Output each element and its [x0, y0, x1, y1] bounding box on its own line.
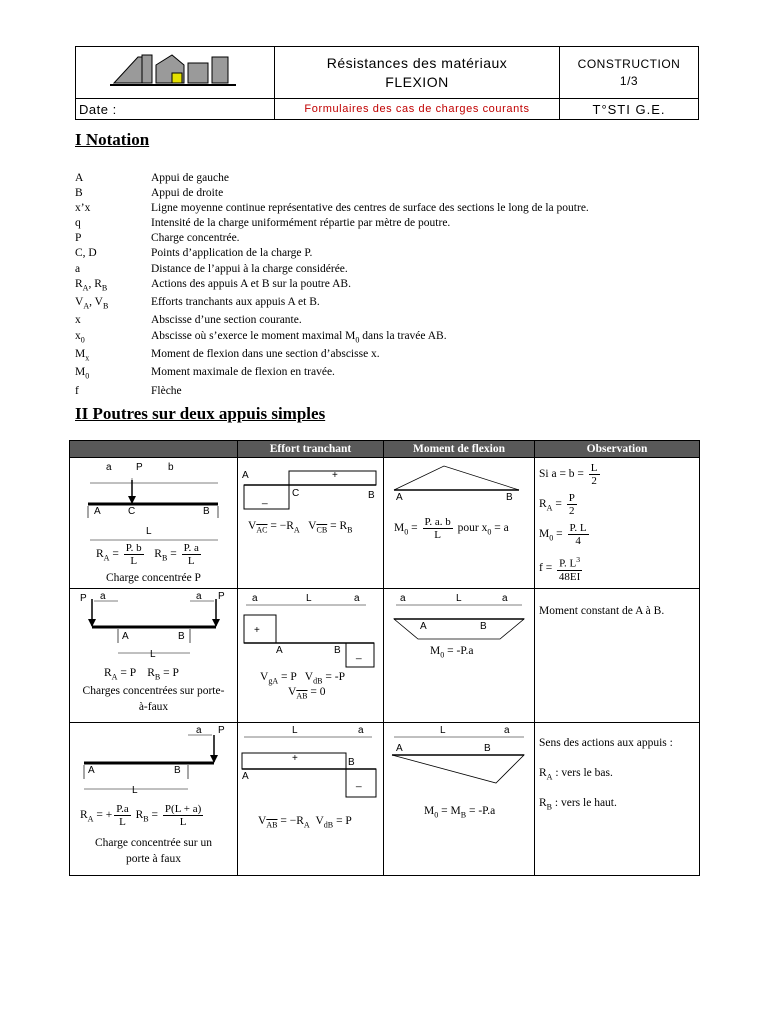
- section2-title: II Poutres sur deux appuis simples: [75, 404, 326, 423]
- notation-symbol: A: [75, 172, 84, 184]
- title-line2: FLEXION: [385, 73, 449, 90]
- col-header-case: [70, 441, 238, 458]
- notation-symbol: a: [75, 262, 81, 275]
- row3-shear-cell: L a + B A _ $V_{\overline{AB}} = -R_A$ $V_{dB} = P$: [238, 723, 384, 876]
- notation-desc: Ligne moyenne continue représentative des centres de surface des sections le long de la poutre.: [151, 202, 589, 215]
- notation-symbol: P: [75, 232, 82, 245]
- row2-m0: $M_0 = -P.a$: [430, 645, 474, 660]
- notation-desc: Appui de droite: [151, 187, 224, 200]
- construction-label: CONSTRUCTION: [577, 56, 681, 71]
- notation-symbol: $x_0$: [75, 329, 85, 344]
- notation-desc: Charge concentrée.: [151, 232, 240, 245]
- notation-desc: Abscisse où s’exerce le moment maximal $M_0$ dans la travée AB.: [151, 329, 447, 344]
- col-header-shear: Effort tranchant: [238, 441, 384, 458]
- logo-cell: [76, 47, 275, 99]
- construction-cell: [560, 47, 699, 99]
- row2-shear-cell: a L a + A B _ $V_{gA} = P$ $V_{dB} = -P$ $V_{\overline{AB}} = 0$: [238, 589, 384, 723]
- notation-symbol: x: [75, 314, 81, 327]
- notation-symbol: x’x: [75, 202, 91, 215]
- row3-obs-3: $R_B$ : vers le haut.: [539, 797, 617, 812]
- date-label: Date :: [76, 99, 275, 120]
- notation-row: [75, 313, 589, 328]
- title-cell: [275, 47, 560, 99]
- notation-symbol: $R_A$, $R_B$: [75, 277, 108, 292]
- row1-caption: Charge concentrée P: [106, 572, 201, 584]
- beam-table: [69, 440, 700, 876]
- notation-row: [75, 246, 589, 261]
- title-line1: Résistances des matériaux: [326, 54, 508, 71]
- row1-beam-diagram: [70, 458, 237, 588]
- notation-row: [75, 201, 589, 216]
- notation-desc: Points d’application de la charge P.: [151, 247, 313, 260]
- row3-obs-2: $R_A$ : vers le bas.: [539, 767, 613, 782]
- row2-caption-2: à-faux: [138, 701, 169, 713]
- notation-row: [75, 329, 589, 347]
- notation-desc: Moment de flexion dans une section d’abscisse x.: [151, 347, 380, 360]
- row1-observation-cell: Si a = b = $\frac{L}{2}$ $R_A$ = $\frac{P}{2}$ $M_0$ = $\frac{P. L}{4}$ f = $\frac{P. L^3}{48EI}$: [535, 458, 700, 589]
- notation-desc: Distance de l’appui à la charge considérée.: [151, 262, 348, 275]
- row1-pour: pour $x_0 = a$: [457, 522, 509, 537]
- notation-row: [75, 295, 589, 313]
- row3-caption-1: Charge concentrée sur un: [95, 837, 212, 849]
- notation-row: [75, 365, 589, 383]
- row2-caption-1: Charges concentrées sur porte-: [82, 685, 225, 697]
- row2-observation-cell: [535, 589, 700, 723]
- notation-row: [75, 216, 589, 231]
- notation-desc: Intensité de la charge uniformément répartie par mètre de poutre.: [151, 217, 451, 230]
- notation-symbol: $V_A$, $V_B$: [75, 296, 109, 311]
- notation-symbol: C, D: [75, 247, 97, 260]
- notation-row: [75, 277, 589, 295]
- row1-shear-cell: A + C _ B $V_{\overline{AC}} = -R_A$ $V_{\overline{CB}} = R_B$: [238, 458, 384, 589]
- header-table: [75, 46, 699, 120]
- row2-moment-cell: a L a A B $M_0 = -P.a$: [384, 589, 535, 723]
- row3-shear-diagram: [238, 723, 383, 875]
- notation-symbol: B: [75, 187, 83, 200]
- row2-beam-cell: P a a P A B L $R_A = P$ $R_B = P$ Charges concentrées sur porte- à-faux: [70, 589, 238, 723]
- row3-caption-2: porte à faux: [126, 853, 181, 865]
- col-header-moment: Moment de flexion: [384, 441, 535, 458]
- section1-title: I Notation: [75, 130, 150, 149]
- notation-desc: Efforts tranchants aux appuis A et B.: [151, 296, 320, 309]
- class-label: T°STI G.E.: [560, 99, 699, 120]
- notation-desc: Actions des appuis A et B sur la poutre AB.: [151, 277, 351, 290]
- notation-desc: Flèche: [151, 384, 182, 397]
- row2-ra: $R_A = P$: [104, 667, 136, 682]
- notation-row: [75, 347, 589, 365]
- row1-beam-cell: a P b A C B L $R_A$ = $\frac{P. b}{L}$ $R_B$ = $\frac{P. a}{L}$ Charge concentrée P: [70, 458, 238, 589]
- notation-row: [75, 262, 589, 277]
- notation-symbol: q: [75, 217, 81, 230]
- notation-symbol: $M_x$: [75, 347, 90, 363]
- notation-row: [75, 171, 589, 186]
- row1-moment-cell: A B $M_0$ = $\frac{P. a. b}{L}$ pour $x_0 = a$: [384, 458, 535, 589]
- row3-observation-cell: [535, 723, 700, 876]
- row3-moment-cell: L a A B $M_0 = M_B = -P.a$: [384, 723, 535, 876]
- row2-rb: $R_B = P$: [147, 667, 179, 682]
- notation-symbol: $M_0$: [75, 366, 90, 381]
- notation-desc: Abscisse d’une section courante.: [151, 314, 302, 327]
- notation-symbol: f: [75, 384, 79, 397]
- row3-obs-1: Sens des actions aux appuis :: [539, 737, 673, 749]
- notation-desc: Appui de gauche: [151, 172, 229, 184]
- notation-row: [75, 231, 589, 246]
- row3-beam-cell: a P A B L $R_A$ = + $\frac{P.a}{L}$ $R_B$ = $\frac{P(L + a)}{L}$ Charge concentrée sur un porte à faux: [70, 723, 238, 876]
- page-number: 1/3: [619, 73, 639, 88]
- row3-moment-diagram: [384, 723, 534, 875]
- logo-image: [76, 47, 274, 93]
- notation-row: [75, 186, 589, 201]
- row1-obs-si: Si a = b =: [539, 468, 584, 481]
- col-header-observation: Observation: [535, 441, 700, 458]
- row3-m0: $M_0 = M_B = -P.a$: [424, 805, 496, 820]
- subtitle: Formulaires des cas de charges courants: [275, 99, 560, 120]
- notation-row: [75, 384, 589, 399]
- notation-list: [75, 171, 589, 399]
- notation-desc: Moment maximale de flexion en travée.: [151, 366, 335, 379]
- row2-observation: Moment constant de A à B.: [539, 605, 665, 617]
